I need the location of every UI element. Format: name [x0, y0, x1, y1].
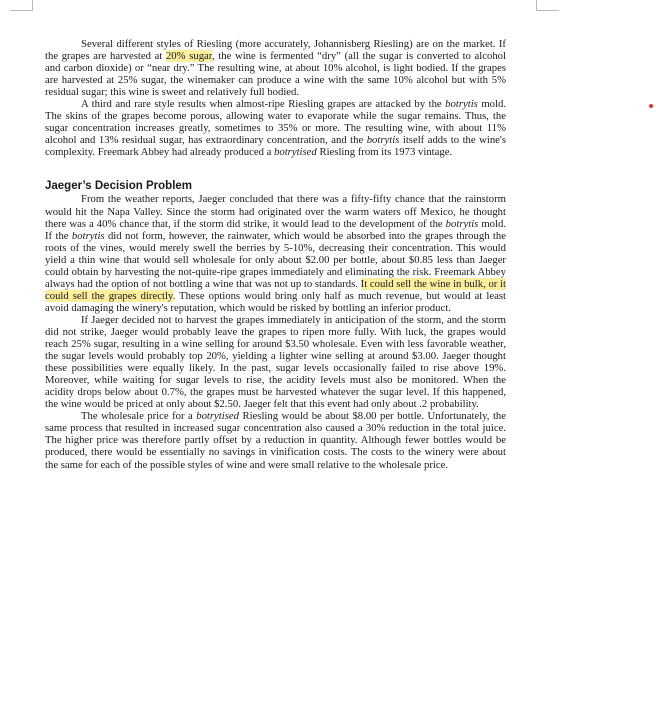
highlighted-text[interactable]: 20% sugar [165, 50, 212, 63]
italic-term: botrytis [71, 229, 105, 242]
section-heading: Jaeger’s Decision Problem [45, 180, 193, 193]
paragraph-text: Several different styles of Riesling (more accurately, Johannisberg Riesling) are on the market. If the grapes are harvested at [45, 38, 506, 63]
highlighted-text[interactable]: It could sell the wine in bulk, or it could sell the grapes directly [45, 277, 507, 302]
paragraph-weather-reports[interactable] [45, 193, 506, 313]
paragraph-text: Riesling would be about $8.00 per bottle. Unfortunately, the same process that resulted in increased sugar concentration also caused a 30% reduction in the total juice. The higher price was therefore partly offset by a reduction in quantity. Although fewer bottles would be produced, there would be essentially no savings in vinification costs. The costs to the winery were about the same for each of the possible styles of wine and were small relative to the wholesale price. [45, 410, 506, 471]
paragraph-text: did not form, however, the rainwater, which would be absorbed into the grapes through the roots of the vines, would merely swell the berries by 5-10%, decreasing their concentration. This would yield a thin wine that would sell wholesale for only about $2.00 per bottle, about $0.85 less than Jaeger could obtain by harvesting the not-quite-ripe grapes immediately and eliminating the risk. Freemark Abbey always had the option of not bottling a wine that was not up to standards. [45, 229, 506, 290]
cursor-marker-dot [649, 104, 653, 108]
paragraph-text: mold. The skins of the grapes become porous, allowing water to evaporate while the sugar remains. Thus, the sugar concentration increases greatly, sometimes to 35% or more. The resulting wine, with about 11% alcohol and 13% residual sugar, has extraordinary concentration, and the [45, 98, 506, 147]
paragraph-no-harvest-option[interactable]: If Jaeger decided not to harvest the grapes immediately in anticipation of the storm, and the storm did not strike, Jaeger would probably leave the grapes to ripen more fully. With luck, the grapes would reach 25% sugar, resulting in a wine selling for around $3.50 wholesale. Even with less favorable weather, the sugar levels would probably top 20%, yielding a lighter wine selling at around $3.00. Jaeger thought these possibilities were equally likely. In the past, sugar levels occasionally failed to rise above 19%. Moreover, while waiting for sugar levels to rise, the acidity levels must also be monitored. When the acidity drops below about 0.7%, the grapes must be harvested whatever the sugar level. If this happened, the wine would be priced at only about $2.50. Jaeger felt that this event had only about .2 probability. [45, 313, 506, 411]
document-body [45, 38, 506, 471]
paragraph-wholesale-price[interactable] [45, 410, 506, 470]
italic-term: botrytis [366, 134, 400, 147]
paragraph-riesling-styles[interactable] [45, 38, 506, 98]
italic-term: botrytis [445, 217, 479, 230]
paragraph-text: . These options would bring only half as much revenue, but would at least avoid damaging the winery's reputation, which would be risked by bottling an inferior product. [45, 289, 506, 314]
paragraph-text: mold. If the [45, 217, 506, 242]
page-corner-mark-left [10, 0, 33, 11]
italic-term: botrytised [196, 410, 239, 423]
paragraph-text: , the wine is fermented “dry” (all the sugar is converted to alcohol and carbon dioxide) or “near dry.” The resulting wine, at about 10% alcohol, is light bodied. If the grapes are harvested at 25% sugar, the winemaker can produce a wine with the same 10% alcohol but with 5% residual sugar; this wine is sweet and relatively full bodied. [45, 50, 506, 99]
paragraph-text: Riesling from its 1973 vintage. [316, 146, 453, 159]
paragraph-text: The wholesale price for a [81, 410, 197, 423]
paragraph-botrytis-style[interactable] [45, 98, 506, 158]
page-corner-mark-right [536, 0, 559, 11]
italic-term: botrytised [274, 146, 317, 159]
paragraph-text: From the weather reports, Jaeger concluded that there was a fifty-fifty chance that the rainstorm would hit the Napa Valley. Since the storm had originated over the warm waters off Mexico, he thought there was a 40% chance that, if the storm did strike, it would lead to the development of the [45, 193, 506, 230]
paragraph-text: itself adds to the wine's complexity. Freemark Abbey had already produced a [45, 134, 506, 159]
paragraph-text: A third and rare style results when almost-ripe Riesling grapes are attacked by the [81, 98, 446, 111]
italic-term: botrytis [445, 98, 478, 111]
